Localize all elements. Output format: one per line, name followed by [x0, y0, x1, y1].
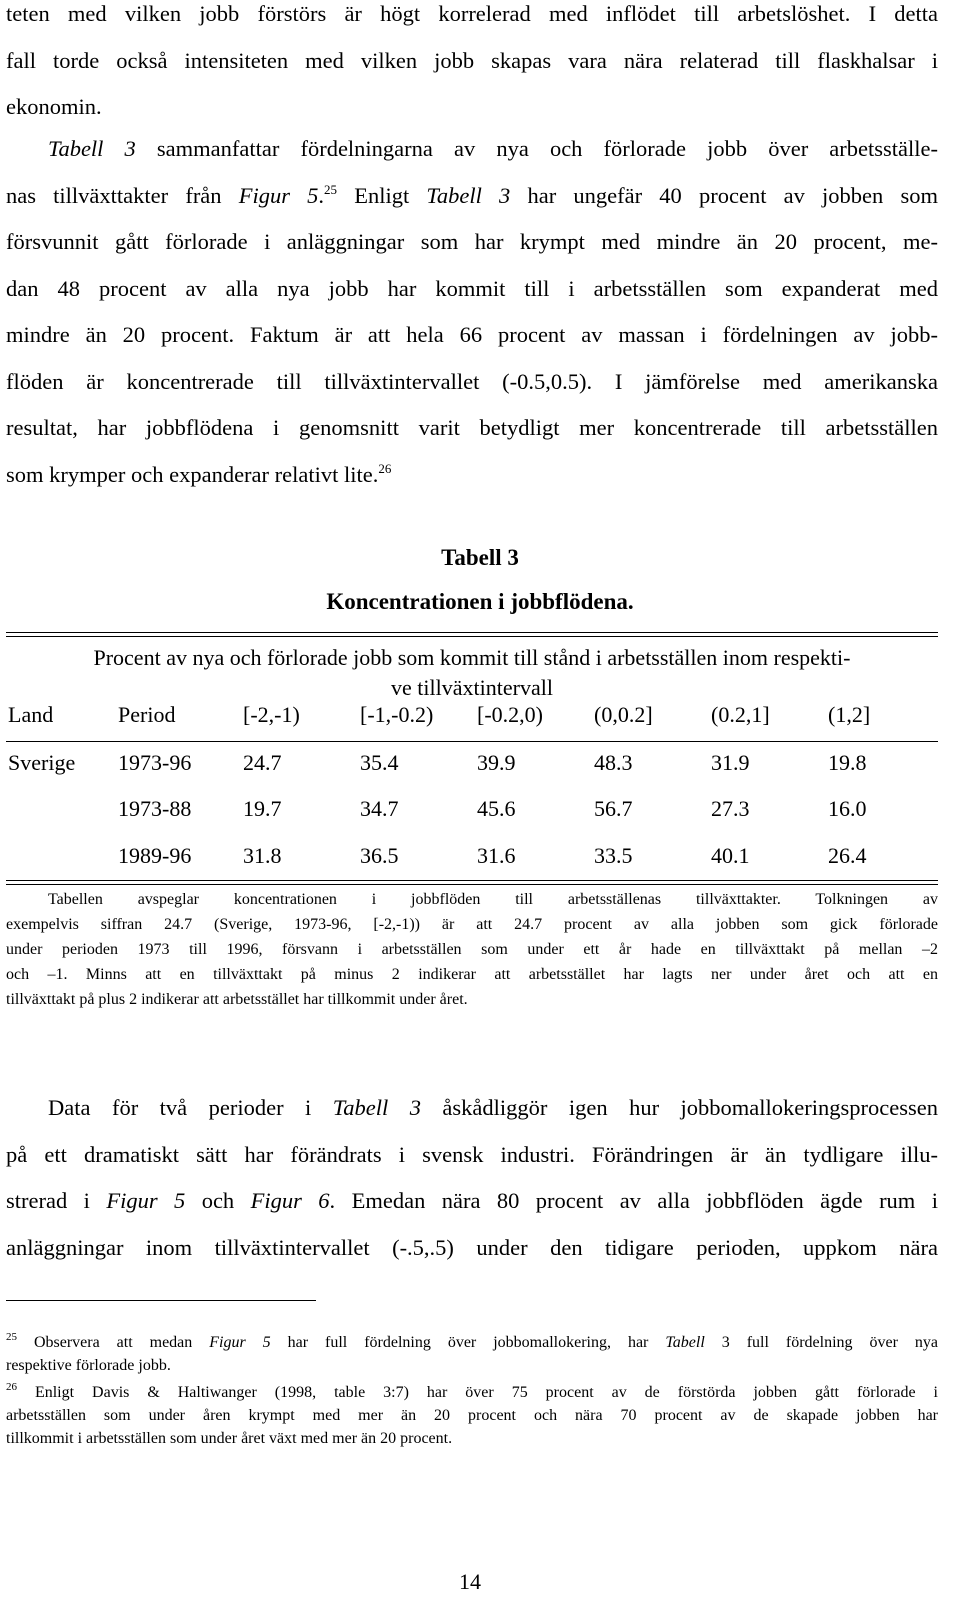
text-line — [6, 1178, 938, 1225]
text-span: strerad i — [6, 1188, 107, 1213]
text-line: resultat, har jobbflödena i genomsnitt varit betydligt mer koncentrerade till arbetsställen — [6, 415, 938, 440]
table-cell: 26.4 — [828, 843, 867, 868]
table-cell: 27.3 — [711, 796, 750, 821]
text-line: fall torde också intensiteten med vilken jobb skapas vara nära relaterad till flaskhalsar i — [6, 47, 938, 73]
footnote-number: 26 — [6, 1381, 17, 1393]
footnote-number: 25 — [6, 1331, 17, 1343]
paragraph-tabell-summary — [6, 126, 938, 498]
text-line: anläggningar inom tillväxtintervallet (-.5,.5) under den tidigare perioden, uppkom nära — [6, 1234, 938, 1260]
table-cell: 1989-96 — [118, 843, 192, 868]
column-header: Land — [8, 702, 54, 727]
text-line: på ett dramatiskt sätt har förändrats i svensk industri. Förändringen är än tydligare illu- — [6, 1141, 938, 1167]
note-line: tillväxttakt på plus 2 indikerar att arbetsstället har tillkommit under året. — [6, 991, 468, 1008]
table-cell: 45.6 — [477, 796, 516, 821]
footnote-line: respektive förlorade jobb. — [6, 1357, 171, 1374]
table-title: Tabell 3 — [441, 545, 519, 570]
table-cell: 34.7 — [360, 796, 399, 821]
table-cell: 31.9 — [711, 750, 750, 775]
paragraph-data-periods — [6, 1085, 938, 1271]
table-cell: Sverige — [8, 750, 76, 775]
column-header: Period — [118, 702, 176, 727]
text-line: mindre än 20 procent. Faktum är att hela 66 procent av massan i fördelningen av jobb- — [6, 322, 938, 347]
column-header: [-0.2,0) — [477, 702, 543, 727]
footnote-26 — [6, 1381, 938, 1450]
figure-reference: Figur 6 — [250, 1188, 330, 1213]
table-note — [6, 887, 938, 1012]
text-line: ekonomin. — [6, 94, 102, 119]
table-cell: 31.6 — [477, 843, 516, 868]
text-line: dan 48 procent av alla nya jobb har kommit till i arbetsställen som expanderat med — [6, 275, 938, 301]
column-header: [-1,-0.2) — [360, 702, 434, 727]
note-line: exempelvis siffran 24.7 (Sverige, 1973-96, [-2,-1)) är att 24.7 procent av alla jobben som gick förlorade — [6, 916, 938, 933]
column-header: (0,0.2] — [594, 702, 653, 727]
table-cell: 36.5 — [360, 843, 399, 868]
footnote-25 — [6, 1331, 938, 1377]
table-cell: 33.5 — [594, 843, 633, 868]
note-line: under perioden 1973 till 1996, försvann i arbetsställen som under ett år hade en tillväxttakt på mellan –2 — [6, 941, 938, 958]
table-top-rule — [6, 632, 938, 637]
table-cell: 1973-96 — [118, 750, 192, 775]
table-reference: Tabell 3 — [332, 1095, 421, 1120]
table-cell: 31.8 — [243, 843, 282, 868]
text-span: 3 full fördelning över nya — [704, 1334, 938, 1351]
text-line: försvunnit gått förlorade i anläggningar som har krympt med mindre än 20 procent, me- — [6, 229, 938, 254]
table-caption — [6, 643, 938, 703]
table-cell: 19.7 — [243, 796, 282, 821]
table-cell: 24.7 — [243, 750, 282, 775]
table-row — [0, 843, 960, 875]
table-cell: 48.3 — [594, 750, 633, 775]
figure-reference: Figur 5 — [238, 182, 319, 208]
text-span: sammanfattar fördelningarna av nya och förlorade jobb över arbetsställe- — [135, 136, 938, 161]
table-cell: 39.9 — [477, 750, 516, 775]
text-span: Enligt Davis & Haltiwanger (1998, table 3:7) har över 75 procent av de förstörda jobben gått förlorade i — [17, 1384, 938, 1401]
table-header-row — [0, 702, 960, 734]
text-span: nas tillväxttakter från — [6, 182, 239, 208]
text-line — [6, 452, 938, 499]
caption-line: ve tillväxtintervall — [391, 675, 553, 700]
page-number: 14 — [459, 1569, 481, 1594]
table-cell: 1973-88 — [118, 796, 192, 821]
text-span: . — [318, 182, 325, 208]
footnote-line — [6, 1381, 938, 1404]
table-subtitle: Koncentrationen i jobbflödena. — [326, 589, 634, 614]
text-span: Observera att medan — [17, 1334, 210, 1351]
footnote-ref-26[interactable]: 26 — [378, 460, 392, 476]
text-line — [6, 126, 938, 173]
table-cell: 19.8 — [828, 750, 867, 775]
footnote-line — [6, 1331, 938, 1354]
text-span: Data för två perioder i — [48, 1095, 333, 1120]
text-line: teten med vilken jobb förstörs är högt korrelerad med inflödet till arbetslöshet. I detta — [6, 1, 938, 26]
table-row — [0, 750, 960, 782]
footnote-line: arbetsställen som under åren krympt med mer än 20 procent och nära 70 procent av de skapade jobben har — [6, 1407, 938, 1424]
text-line — [6, 173, 938, 220]
text-span: Enligt — [337, 182, 427, 208]
text-span: och — [185, 1188, 251, 1213]
text-line — [6, 1085, 938, 1132]
table-bottom-rule — [6, 880, 938, 885]
text-span: har full fördelning över jobbomallokering, har — [270, 1334, 666, 1351]
table-reference: Tabell 3 — [48, 136, 136, 161]
text-span: . Emedan nära 80 procent av alla jobbflöden ägde rum i — [329, 1188, 938, 1213]
caption-line: Procent av nya och förlorade jobb som kommit till stånd i arbetsställen inom respekti- — [93, 645, 851, 670]
table-cell: 40.1 — [711, 843, 750, 868]
column-header: (0.2,1] — [711, 702, 770, 727]
table-reference: Tabell 3 — [426, 182, 511, 208]
note-line: Tabellen avspeglar koncentrationen i jobbflöden till arbetsställenas tillväxttakter. Tolkningen av — [48, 891, 938, 908]
footnote-ref-25[interactable]: 25 — [324, 181, 338, 197]
table-row — [0, 796, 960, 828]
table-cell: 16.0 — [828, 796, 867, 821]
column-header: [-2,-1) — [243, 702, 300, 727]
intro-paragraph — [6, 0, 938, 131]
figure-reference: Figur 5 — [209, 1334, 271, 1351]
text-line: flöden är koncentrerade till tillväxtintervallet (-0.5,0.5). I jämförelse med amerikanska — [6, 368, 938, 394]
table-cell: 35.4 — [360, 750, 399, 775]
text-span: som krymper och expanderar relativt lite. — [6, 461, 379, 487]
note-line: och –1. Minns att en tillväxttakt på minus 2 indikerar att arbetsstället har lagts ner under året och att en — [6, 966, 938, 983]
footnote-separator — [6, 1300, 316, 1301]
column-header: (1,2] — [828, 702, 871, 727]
table-reference: Tabell — [665, 1334, 705, 1351]
text-span: åskådliggör igen hur jobbomallokeringsprocessen — [420, 1095, 938, 1120]
footnote-line: tillkommit i arbetsställen som under året växt med mer än 20 procent. — [6, 1430, 453, 1447]
table-header-rule — [6, 741, 938, 742]
table-cell: 56.7 — [594, 796, 633, 821]
figure-reference: Figur 5 — [106, 1188, 186, 1213]
text-span: har ungefär 40 procent av jobben som — [510, 182, 938, 208]
